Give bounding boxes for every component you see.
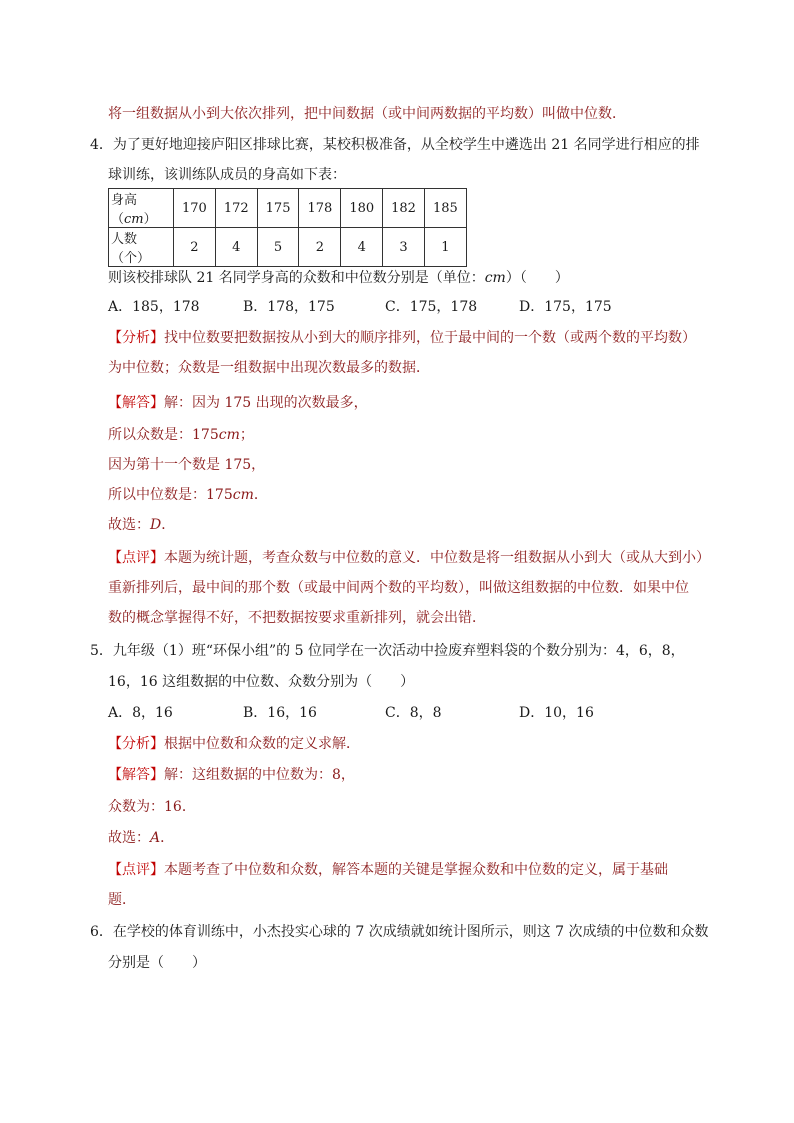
q5-comment1: 本题考查了中位数和众数，解答本题的关键是掌握众数和中位数的定义，属于基础 [164,862,668,878]
q4-comment2: 重新排列后，最中间的那个数（或最中间两个数的平均数），叫做这组数据的中位数．如果中位 [108,580,689,596]
q4-answer3: 因为第十一个数是 175， [108,457,266,473]
q5-option-b[interactable]: B．16，16 [243,705,317,721]
q4-choice-a: 故选： [108,517,150,533]
q5-answer-line1 [108,765,355,785]
q4-comment3: 数的概念掌握得不好，不把数据按要求重新排列，就会出错． [108,610,486,626]
count-cell: 4 [215,228,257,267]
q5-answer2: 众数为：16． [108,799,196,815]
q5-option-d[interactable]: D．10，16 [519,705,594,721]
q4-answer2-a: 所以众数是：175 [108,427,219,443]
q5-choice-letter: A [150,830,161,846]
q4-choice-b: ． [161,517,176,533]
q4-stem2: 球训练，该训练队成员的身高如下表： [108,167,346,183]
q5-stem2: 16，16 这组数据的中位数、众数分别为（ ） [108,674,415,690]
q5-stem1: 九年级（1）班“环保小组”的 5 位同学在一次活动中捡废弃塑料袋的个数分别为：4，6，8， [112,643,685,659]
q4-answer4 [108,485,268,505]
q4-comment1: 本题为统计题，考查众数与中位数的意义．中位数是将一组数据从小到大（或从大到小） [164,550,710,566]
q4-answer4-a: 所以中位数是：175 [108,487,233,503]
height-table [108,188,467,267]
q4-question-unit: cm [484,270,506,286]
height-header-unit: cm [124,212,144,227]
height-header [109,189,174,228]
q4-comment-line1 [108,548,710,568]
q4-answer-line1 [108,393,368,413]
q4-number: 4． [90,137,113,153]
height-cell: 180 [341,189,383,228]
count-cell: 5 [257,228,299,267]
q5-analysis-line1 [108,734,360,754]
q4-question [108,268,569,288]
q5-stem-line1 [90,641,685,661]
q4-option-d[interactable]: D．175，175 [519,299,612,315]
q5-comment2: 题． [108,892,136,908]
q4-option-c[interactable]: C．175，178 [385,299,478,315]
q4-comment-tag: 【点评】 [108,550,164,566]
count-cell: 1 [424,228,466,267]
height-header-b: ） [143,212,157,227]
q4-analysis-tag: 【分析】 [108,330,164,346]
q5-choice-a: 故选： [108,830,150,846]
q6-stem1: 在学校的体育训练中，小杰投实心球的 7 次成绩就如统计图所示，则这 7 次成绩的中位数和众数 [112,924,709,940]
height-cell: 178 [299,189,341,228]
q4-analysis2: 为中位数；众数是一组数据中出现次数最多的数据． [108,360,430,376]
q4-choice [108,515,175,535]
q5-option-c[interactable]: C．8，8 [385,705,442,721]
q4-stem-line1 [90,135,700,155]
q5-number: 5． [90,643,113,659]
q4-answer2-unit: cm [218,427,240,443]
height-cell: 172 [215,189,257,228]
q4-analysis-line1 [108,328,696,348]
q5-analysis-tag: 【分析】 [108,736,164,752]
height-cell: 175 [257,189,299,228]
q4-option-a[interactable]: A．185，178 [108,299,200,315]
q5-choice-b: ． [160,830,175,846]
count-cell: 3 [383,228,425,267]
q4-stem1: 为了更好地迎接庐阳区排球比赛，某校积极准备，从全校学生中遴选出 21 名同学进行相应的排 [112,137,700,153]
count-cell: 4 [341,228,383,267]
q5-analysis1: 根据中位数和众数的定义求解． [164,736,360,752]
q5-answer1: 解：这组数据的中位数为：8， [164,767,355,783]
q6-number: 6． [90,924,113,940]
height-header-a: 身高（ [111,193,138,227]
q4-answer-tag: 【解答】 [108,395,164,411]
q5-option-a[interactable]: A．8，16 [108,705,173,721]
q4-option-b[interactable]: B．178，175 [243,299,335,315]
q4-answer4-b: ． [253,487,268,503]
q4-answer1: 解：因为 175 出现的次数最多， [164,395,368,411]
q5-comment-line1 [108,860,668,880]
q4-analysis1: 找中位数要把数据按从小到大的顺序排列，位于最中间的一个数（或两个数的平均数） [164,330,696,346]
height-row [109,189,467,228]
q4-answer2-b: ； [239,427,254,443]
top-line: 将一组数据从小到大依次排列，把中间数据（或中间两数据的平均数）叫做中位数． [108,106,626,122]
count-header: 人数（个） [109,228,174,267]
height-cell: 182 [383,189,425,228]
q5-choice [108,828,174,848]
q6-stem-line1 [90,922,709,942]
count-row [109,228,467,267]
q6-stem2: 分别是（ ） [108,955,206,971]
q5-answer-tag: 【解答】 [108,767,164,783]
q5-comment-tag: 【点评】 [108,862,164,878]
count-cell: 2 [174,228,216,267]
height-cell: 185 [424,189,466,228]
q4-question-b: ）（ ） [505,270,569,286]
q4-answer4-unit: cm [232,487,254,503]
q4-answer2 [108,425,254,445]
count-cell: 2 [299,228,341,267]
height-cell: 170 [174,189,216,228]
q4-question-a: 则该校排球队 21 名同学身高的众数和中位数分别是（单位： [108,270,485,286]
q4-choice-letter: D [150,517,162,533]
